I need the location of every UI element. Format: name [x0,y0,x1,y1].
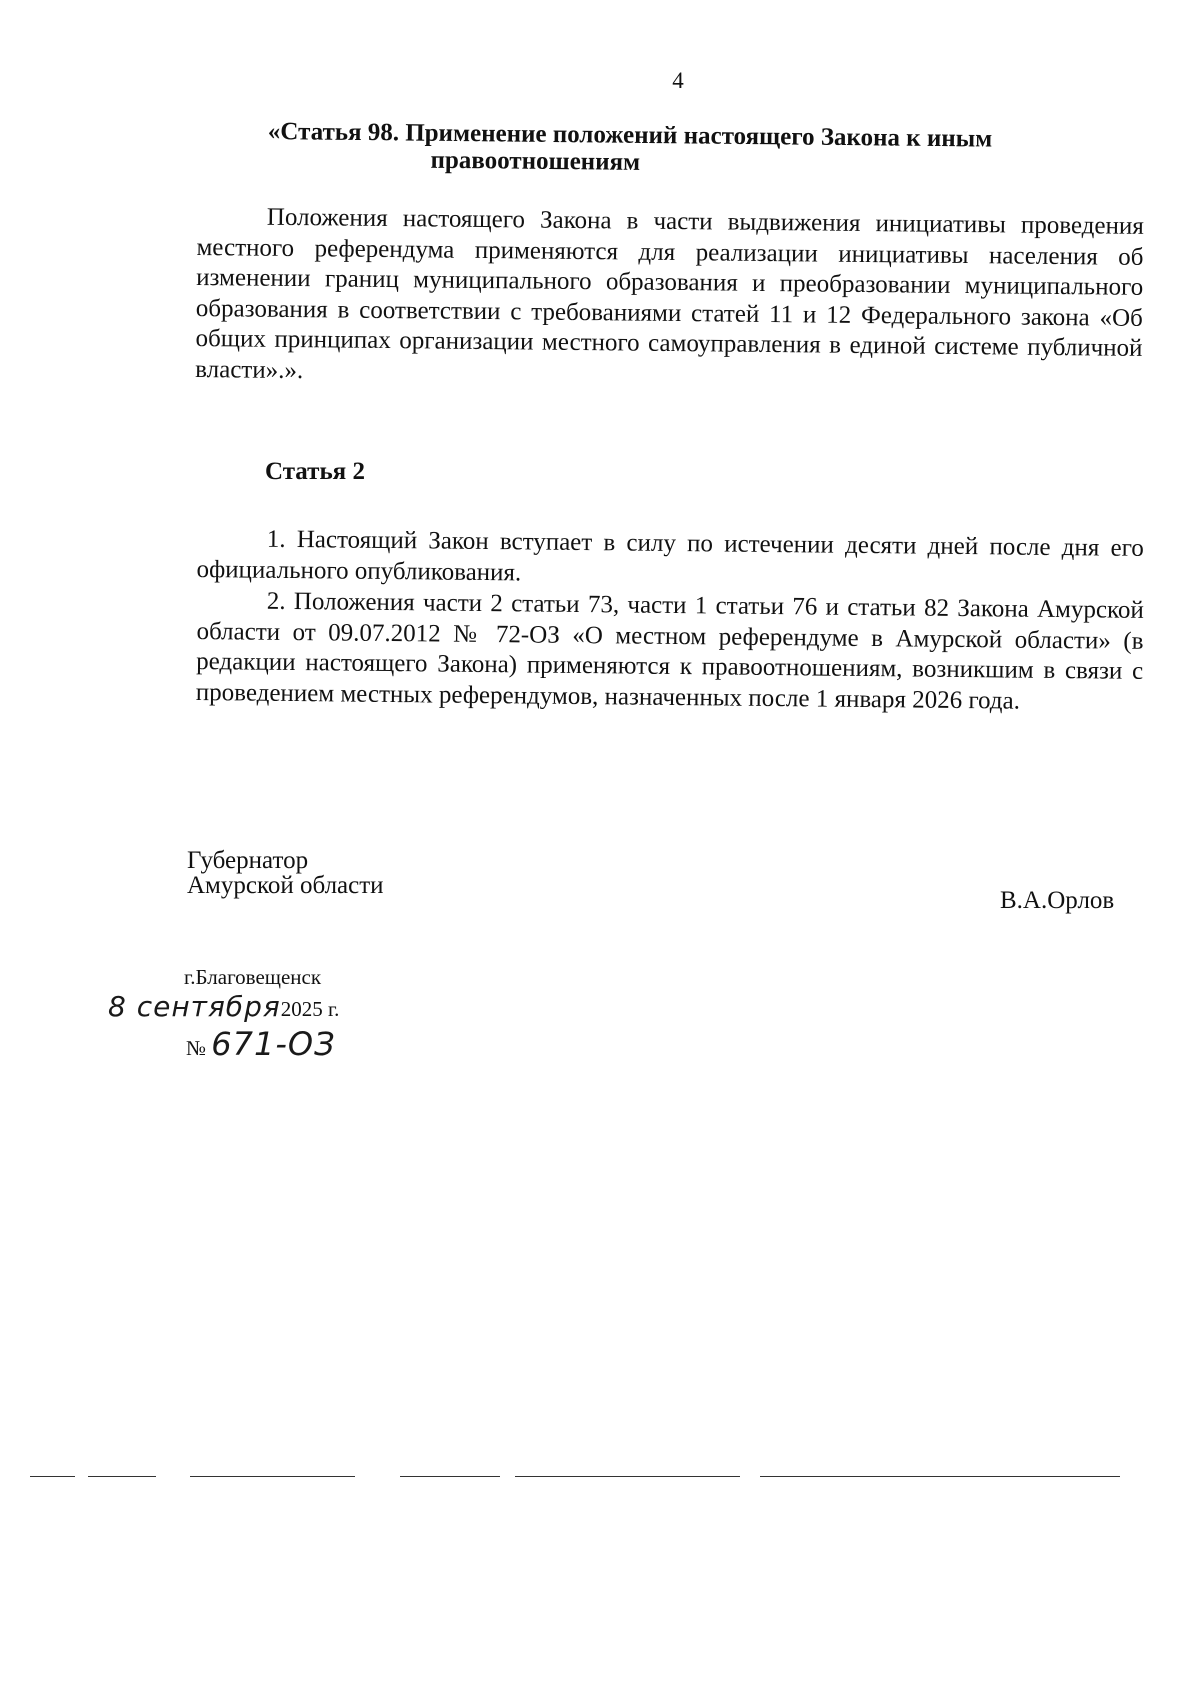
article-2-item-1-text: 1. Настоящий Закон вступает в силу по истечении десяти дней после дня его официального опубликования. [196,525,1144,586]
footer-divider [30,1476,1190,1479]
signer-title-line2: Амурской области [187,872,384,899]
article-98-heading [267,118,1108,181]
article-98-heading-line1: «Статья 98. Применение положений настоящего Закона к иным [267,118,993,153]
law-number [186,1025,336,1063]
article-98-body-text: Положения настоящего Закона в части выдвижения инициативы проведения местного референдума применяются для реализации инициативы населения об изменении границ муниципального образования и преобразовании муниципального образования в соответствии с требованиями статей 11 и 12 Федерального закона «Об общих принципах организации местного самоуправления в единой системе публичной власти».». [195,203,1144,384]
page-number: 4 [672,68,684,93]
article-98-body [195,202,1144,395]
signing-date [108,990,339,1023]
date-year: 2025 г. [280,997,340,1021]
article-2-title: Статья 2 [265,458,365,485]
signer-title [187,848,384,898]
article-2-item-1 [196,524,1144,595]
law-number-prefix: № [186,1036,207,1060]
signer-title-line1: Губернатор [187,847,309,874]
signer-name: В.А.Орлов [1000,887,1115,914]
handwritten-date: 8 сентября [108,990,281,1023]
place-of-signing: г.Благовещенск [184,965,322,989]
article-2-item-2-text: 2. Положения части 2 статьи 73, части 1 статьи 76 и статьи 82 Закона Амурской области от 09.07.2012 № 72-ОЗ «О местном референдуме в Амурской области» (в редакции настоящего Закона) применяются к правоотношениям, возникшим в связи с проведением местных референдумов, назначенных после 1 января 2026 года. [195,587,1144,715]
article-2-item-2 [196,586,1144,718]
handwritten-law-number: 671-ОЗ [211,1025,336,1063]
article-98-heading-line2: правоотношениям [430,146,641,176]
